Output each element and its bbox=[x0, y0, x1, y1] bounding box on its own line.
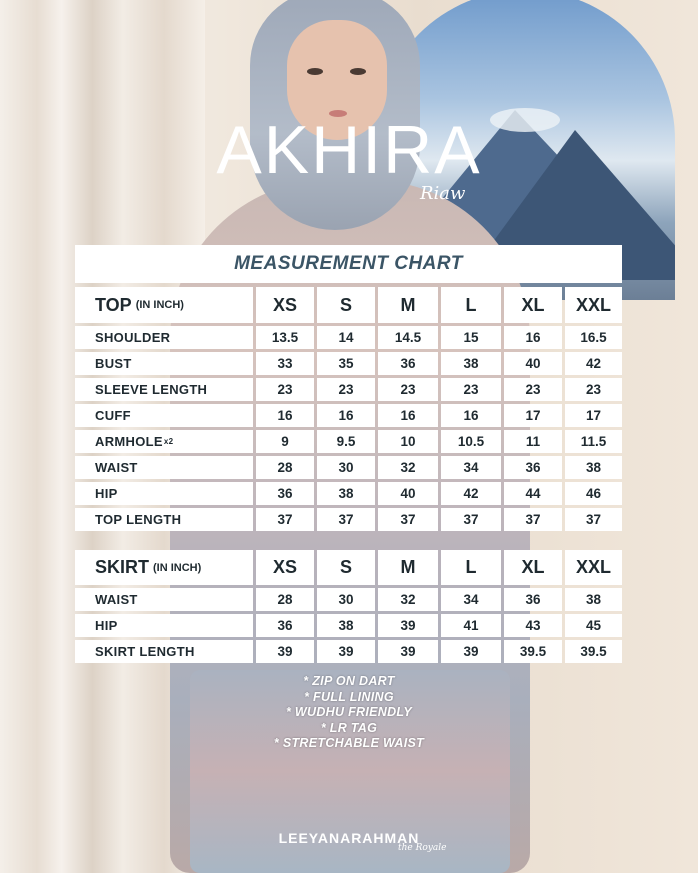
measurement-cell: 23 bbox=[441, 378, 501, 401]
measurement-cell: 16 bbox=[256, 404, 314, 427]
row-label-text: ARMHOLE bbox=[95, 434, 163, 449]
note-item: * LR TAG bbox=[320, 720, 378, 735]
measurement-cell: 9 bbox=[256, 430, 314, 453]
measurement-cell: 14.5 bbox=[378, 326, 438, 349]
measurement-cell: 15 bbox=[441, 326, 501, 349]
row-label bbox=[75, 404, 253, 427]
size-header: XS bbox=[256, 287, 314, 323]
top-heading-text: TOP bbox=[95, 294, 132, 315]
size-header: M bbox=[378, 550, 438, 585]
chart-title-bar bbox=[75, 245, 622, 283]
size-header: XXL bbox=[565, 550, 622, 585]
size-header: L bbox=[441, 287, 501, 323]
measurement-cell: 38 bbox=[565, 588, 622, 611]
measurement-cell: 42 bbox=[441, 482, 501, 505]
measurement-cell: 16 bbox=[378, 404, 438, 427]
measurement-cell: 42 bbox=[565, 352, 622, 375]
row-label-text: CUFF bbox=[95, 408, 131, 423]
row-label bbox=[75, 326, 253, 349]
size-header: S bbox=[317, 550, 375, 585]
skirt-heading-text: SKIRT bbox=[95, 557, 149, 577]
measurement-cell: 11 bbox=[504, 430, 562, 453]
row-label-text: SHOULDER bbox=[95, 330, 171, 345]
measurement-cell: 37 bbox=[565, 508, 622, 531]
size-header: M bbox=[378, 287, 438, 323]
measurement-cell: 39.5 bbox=[504, 640, 562, 663]
measurement-cell: 16 bbox=[504, 326, 562, 349]
measurement-cell: 37 bbox=[441, 508, 501, 531]
measurement-cell: 14 bbox=[317, 326, 375, 349]
row-label-text: SKIRT LENGTH bbox=[95, 644, 195, 659]
measurement-cell: 16 bbox=[317, 404, 375, 427]
brand-title: AKHIRA bbox=[216, 112, 482, 188]
measurement-cell: 30 bbox=[317, 456, 375, 479]
measurement-cell: 43 bbox=[504, 614, 562, 637]
note-item: * ZIP ON DART bbox=[303, 674, 395, 688]
measurement-cell: 16.5 bbox=[565, 326, 622, 349]
measurement-cell: 23 bbox=[565, 378, 622, 401]
size-header: S bbox=[317, 287, 375, 323]
measurement-cell: 38 bbox=[441, 352, 501, 375]
skirt-table-heading bbox=[75, 550, 253, 585]
top-unit-text: (IN INCH) bbox=[135, 299, 184, 311]
measurement-cell: 36 bbox=[378, 352, 438, 375]
row-label bbox=[75, 614, 253, 637]
measurement-cell: 41 bbox=[441, 614, 501, 637]
measurement-cell: 10.5 bbox=[441, 430, 501, 453]
brand-subtitle: Riaw bbox=[420, 183, 466, 204]
measurement-cell: 23 bbox=[378, 378, 438, 401]
row-label-text: HIP bbox=[95, 618, 118, 633]
measurement-cell: 13.5 bbox=[256, 326, 314, 349]
measurement-cell: 34 bbox=[441, 456, 501, 479]
measurement-cell: 28 bbox=[256, 588, 314, 611]
measurement-cell: 36 bbox=[504, 588, 562, 611]
measurement-cell: 32 bbox=[378, 588, 438, 611]
feature-notes bbox=[0, 674, 698, 752]
measurement-cell: 10 bbox=[378, 430, 438, 453]
measurement-cell: 32 bbox=[378, 456, 438, 479]
measurement-cell: 36 bbox=[256, 482, 314, 505]
measurement-cell: 9.5 bbox=[317, 430, 375, 453]
chart-title: MEASUREMENT CHART bbox=[234, 253, 463, 274]
note-item: * WUDHU FRIENDLY bbox=[285, 705, 413, 719]
measurement-cell: 16 bbox=[441, 404, 501, 427]
brand-logo: LEEYANARAHMAN bbox=[278, 830, 420, 846]
measurement-cell: 44 bbox=[504, 482, 562, 505]
measurement-cell: 17 bbox=[504, 404, 562, 427]
measurement-cell: 37 bbox=[256, 508, 314, 531]
measurement-cell: 37 bbox=[317, 508, 375, 531]
model-eye bbox=[350, 68, 366, 75]
measurement-cell: 39 bbox=[256, 640, 314, 663]
brand-logo-tagline: the Royale bbox=[398, 843, 447, 853]
row-label-text: SLEEVE LENGTH bbox=[95, 382, 208, 397]
measurement-cell: 37 bbox=[504, 508, 562, 531]
row-label-text: HIP bbox=[95, 486, 118, 501]
measurement-cell: 23 bbox=[317, 378, 375, 401]
row-label bbox=[75, 508, 253, 531]
measurement-cell: 30 bbox=[317, 588, 375, 611]
measurement-cell: 39 bbox=[317, 640, 375, 663]
skirt-unit-text: (IN INCH) bbox=[153, 561, 202, 574]
measurement-cell: 36 bbox=[504, 456, 562, 479]
measurement-cell: 46 bbox=[565, 482, 622, 505]
size-header: XS bbox=[256, 550, 314, 585]
model-eye bbox=[307, 68, 323, 75]
top-table-heading bbox=[75, 287, 253, 323]
row-label bbox=[75, 482, 253, 505]
row-label-text: WAIST bbox=[95, 592, 138, 607]
measurement-cell: 38 bbox=[317, 482, 375, 505]
row-label-text: TOP LENGTH bbox=[95, 512, 182, 527]
size-header: XL bbox=[504, 287, 562, 323]
measurement-cell: 45 bbox=[565, 614, 622, 637]
row-label-superscript: x2 bbox=[163, 437, 174, 446]
size-header: XXL bbox=[565, 287, 622, 323]
measurement-cell: 39.5 bbox=[565, 640, 622, 663]
row-label bbox=[75, 430, 253, 453]
row-label-text: WAIST bbox=[95, 460, 138, 475]
measurement-cell: 38 bbox=[565, 456, 622, 479]
row-label bbox=[75, 378, 253, 401]
row-label-text: BUST bbox=[95, 356, 132, 371]
note-item: * STRETCHABLE WAIST bbox=[273, 736, 425, 750]
skirt-measurement-table bbox=[75, 550, 622, 663]
measurement-cell: 35 bbox=[317, 352, 375, 375]
row-label bbox=[75, 456, 253, 479]
measurement-cell: 23 bbox=[504, 378, 562, 401]
measurement-cell: 40 bbox=[504, 352, 562, 375]
note-item: * FULL LINING bbox=[304, 689, 394, 704]
measurement-cell: 39 bbox=[441, 640, 501, 663]
size-header: XL bbox=[504, 550, 562, 585]
measurement-cell: 28 bbox=[256, 456, 314, 479]
row-label bbox=[75, 588, 253, 611]
measurement-cell: 38 bbox=[317, 614, 375, 637]
measurement-cell: 11.5 bbox=[565, 430, 622, 453]
measurement-cell: 33 bbox=[256, 352, 314, 375]
measurement-cell: 17 bbox=[565, 404, 622, 427]
size-header: L bbox=[441, 550, 501, 585]
row-label bbox=[75, 640, 253, 663]
row-label bbox=[75, 352, 253, 375]
measurement-cell: 36 bbox=[256, 614, 314, 637]
top-measurement-table bbox=[75, 287, 622, 531]
measurement-cell: 39 bbox=[378, 640, 438, 663]
measurement-cell: 39 bbox=[378, 614, 438, 637]
measurement-cell: 37 bbox=[378, 508, 438, 531]
measurement-cell: 40 bbox=[378, 482, 438, 505]
measurement-cell: 34 bbox=[441, 588, 501, 611]
measurement-cell: 23 bbox=[256, 378, 314, 401]
